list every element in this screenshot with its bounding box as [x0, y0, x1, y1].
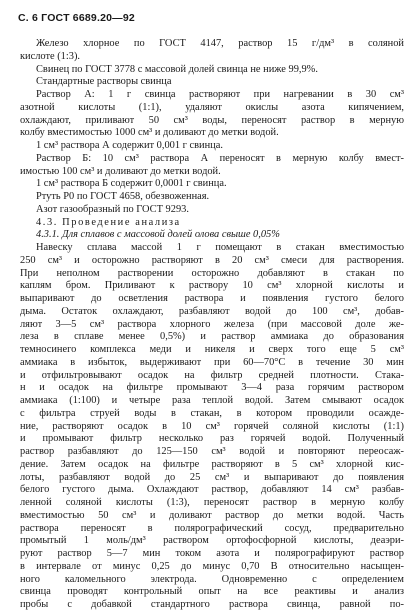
text-line: и промывают фильтр несколько раз горячей водой. Полученный — [20, 433, 404, 445]
text-line: аммиака (1:100) и четыре раза теплой водой. Затем смывают осадок — [20, 395, 404, 406]
text-line: Свинец по ГОСТ 3778 с массовой долей свинца не ниже 99,9%. — [36, 63, 318, 75]
text-line: в интервале от минус 0,25 до минус 0,70 В относительно насыщен- — [20, 560, 404, 572]
text-line: 4.3. Проведение анализа — [36, 216, 181, 228]
text-line: свинца проводят контрольный опыт на все реактивы и анализ — [20, 586, 404, 598]
text-line: Ртуть Р0 по ГОСТ 4658, обезвоженная. — [36, 191, 210, 202]
text-line: Железо хлорное по ГОСТ 4147, раствор 15 г/дм³ в соляной — [36, 38, 404, 49]
text-line: выпаривают до осветления раствора и появления густого белого — [20, 293, 404, 304]
text-line: При неполном растворении осторожно добавляют в стакан по — [20, 267, 404, 279]
text-line: ние, растворяют осадок в 10 см³ горячей соляной кислоты (1:1) — [20, 420, 404, 432]
text-line: азотной кислоты (1:1), удаляют окислы азота кипячением, — [20, 101, 404, 113]
text-line: кислоте (1:3). — [20, 50, 81, 62]
document-body — [20, 38, 404, 612]
text-line: белого густого дыма. Охлаждают раствор, добавляют 14 см³ разбав- — [20, 484, 404, 496]
text-line: пробы с добавкой стандартного раствора свинца, равной по- — [20, 599, 404, 610]
text-line: 1 см³ раствора Б содержит 0,0001 г свинца. — [36, 178, 227, 190]
text-line: 250 см³ и осторожно растворяют в 20 см³ смеси для растворения. — [20, 254, 404, 266]
text-line: Раствор Б: 10 см³ раствора А переносят в мерную колбу вмест- — [36, 152, 404, 164]
text-line: вместимостью 50 см³ и доливают раствор до метки водой. Часть — [20, 509, 404, 521]
text-line: лоты, разбавляют водой до 25 см³ и выпаривают до появления — [20, 471, 404, 483]
text-line: охлаждают, приливают 50 см³ воды, переносят раствор в мерную — [20, 114, 404, 126]
text-line: леза в сплаве менее 0,5%) и раствор аммиака до образования — [20, 331, 404, 343]
text-line: раствора переносят в полярографический сосуд, предварительно — [20, 522, 404, 534]
text-line: руют раствор 5—7 мин током азота и полярографируют раствор — [20, 548, 404, 559]
text-line: ляют 3—5 см³ раствора хлорного железа (при массовой доле же- — [20, 318, 404, 330]
text-line: раствор разбавляют до 125—150 см³ водой и повторяют переосаж- — [20, 446, 404, 457]
text-line: с фильтра струей воды в стакан, в котором проводили осажде- — [20, 407, 404, 419]
text-line: н и осадок на фильтре промывают 3—4 раза горячим раствором — [20, 382, 404, 394]
text-line: 1 см³ раствора А содержит 0,001 г свинца. — [36, 140, 223, 151]
text-line: ного каломельного электрода. Одновременно с определением — [20, 573, 404, 585]
text-line: дение. Затем осадок на фильтре растворяют в 5 см³ хлорной кис- — [20, 458, 404, 470]
text-line: Азот газообразный по ГОСТ 9293. — [36, 203, 189, 215]
page-header: С. 6 ГОСТ 6689.20—92 — [18, 12, 135, 24]
text-line: Стандартные растворы свинца — [36, 76, 172, 88]
text-line: имостью 100 см³ и доливают до метки водой. — [20, 165, 221, 177]
text-line: дыма. Остаток охлаждают, разбавляют водой до 100 см³, добав- — [20, 305, 404, 317]
text-line: 4.3.1. Для сплавов с массовой долей олова свыше 0,05% — [36, 229, 280, 241]
text-line: аммиака в избыток, выдерживают при 60—70°С в течение 30 мин — [20, 356, 404, 368]
text-line: темносинего комплекса меди и никеля и сверх того еще 5 см³ — [20, 344, 404, 355]
text-line: и отфильтровывают осадок на фильтр средней плотности. Стака- — [20, 369, 404, 381]
text-line: Раствор А: 1 г свинца растворяют при нагревании в 30 см³ — [36, 89, 404, 100]
text-line: каплям бром. Приливают к раствору 10 см³ хлорной кислоты и — [20, 280, 404, 292]
text-line: Навеску сплава массой 1 г помещают в стакан вместимостью — [36, 242, 404, 253]
text-line: промытый 1 моль/дм³ раствором ортофосфорной кислоты, деаэри- — [20, 535, 404, 547]
text-line: колбу вместимостью 1000 см³ и доливают до метки водой. — [20, 127, 279, 139]
text-line: ленной соляной кислоты (1:3), переносят раствор в мерную колбу — [20, 497, 404, 508]
